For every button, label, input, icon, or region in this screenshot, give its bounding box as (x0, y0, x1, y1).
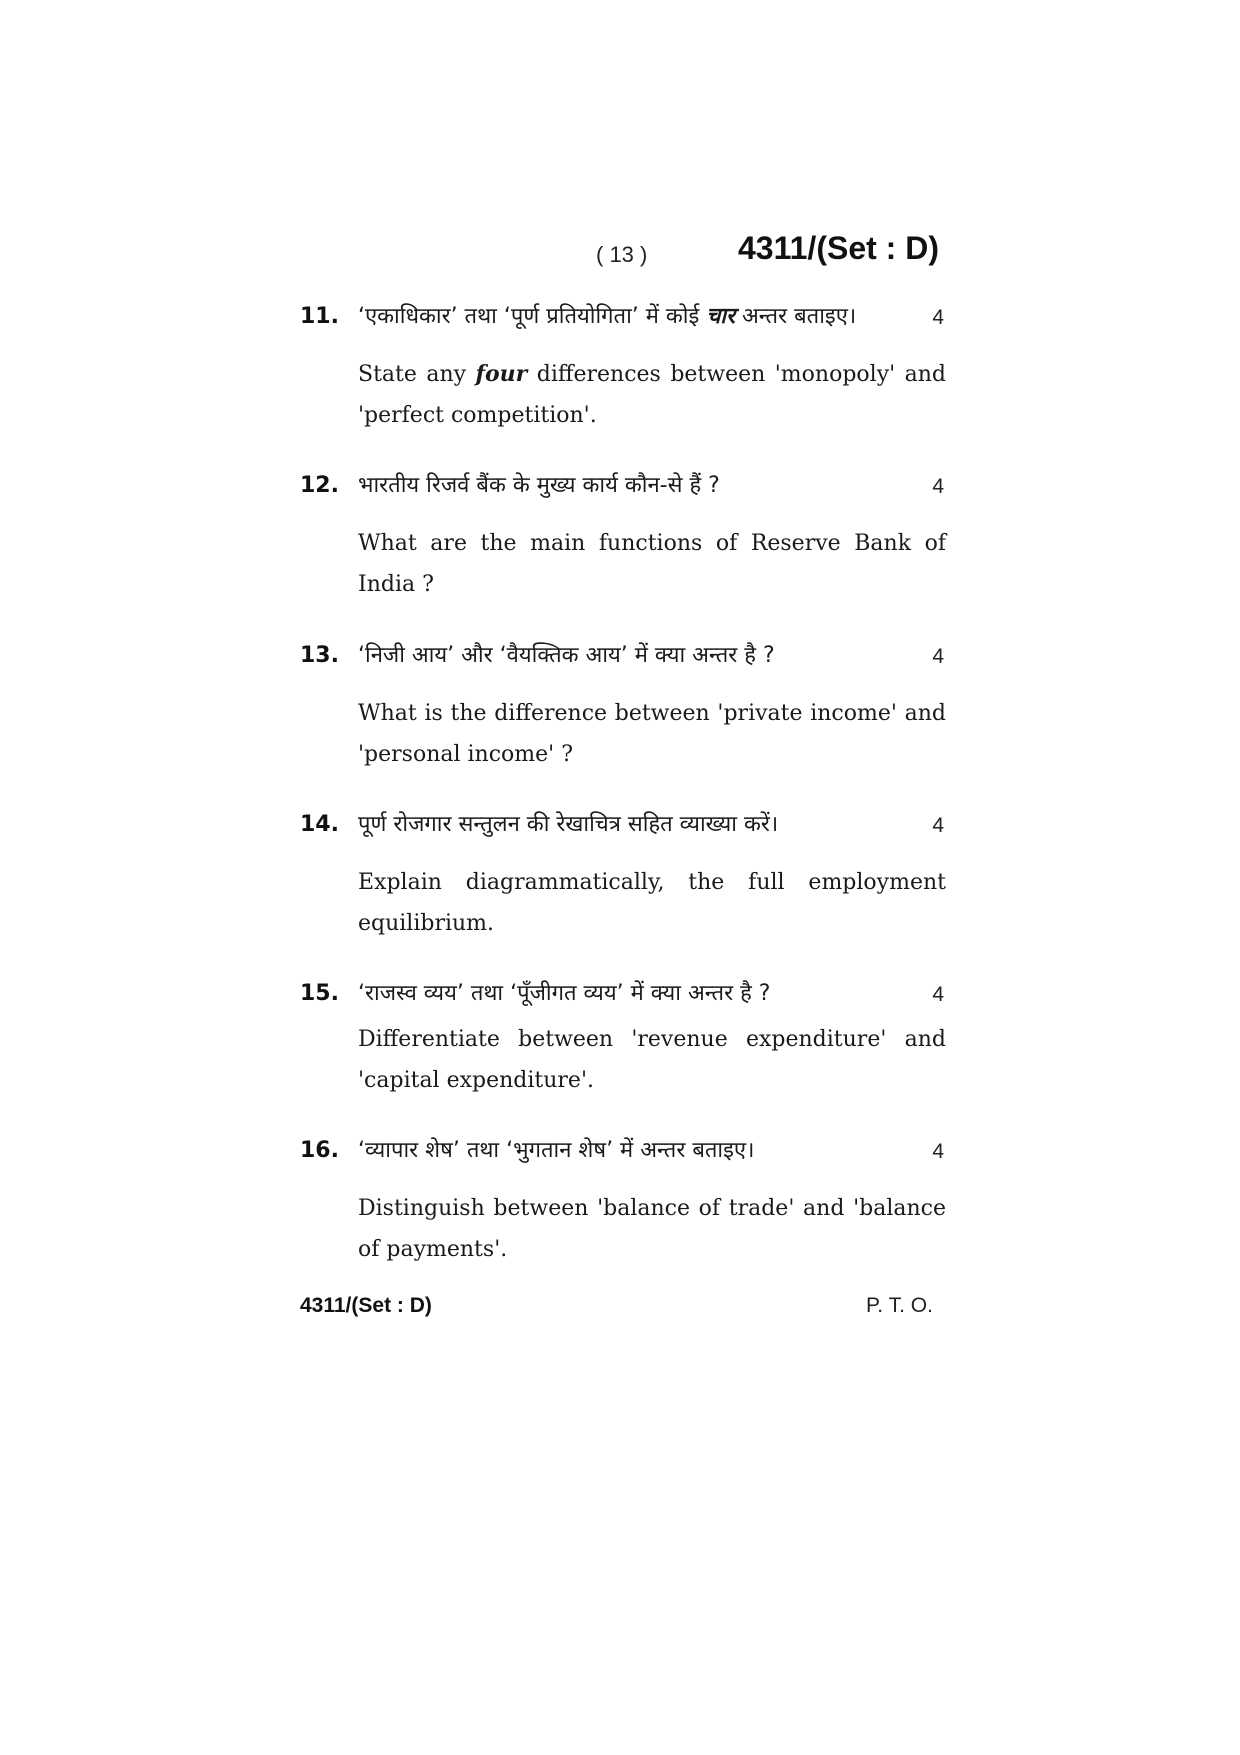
question-text-english: Explain diagrammatically, the full employment equilibrium. (358, 870, 946, 936)
please-turn-over: P. T. O. (866, 1294, 933, 1317)
question-number: 16. (300, 1138, 339, 1163)
emphasis-hindi: चार (706, 304, 735, 329)
question-number: 15. (300, 981, 339, 1006)
question-text-hindi: ‘राजस्व व्यय’ तथा ‘पूँजीगत व्यय’ में क्या अन्तर है ? (358, 981, 771, 1006)
question-number: 11. (300, 304, 339, 329)
question-12 (300, 469, 946, 605)
question-text-english: What is the difference between 'private income' and 'personal income' ? (358, 701, 946, 767)
question-hindi-row (300, 1134, 946, 1174)
question-text-hindi: ‘निजी आय’ और ‘वैयक्तिक आय’ में क्या अन्तर है ? (358, 643, 775, 668)
question-14 (300, 808, 946, 944)
question-text-english: What are the main functions of Reserve Bank of India ? (358, 531, 946, 597)
question-text-hindi: ‘एकाधिकार’ तथा ‘पूर्ण प्रतियोगिता’ में कोई चार अन्तर बताइए। (358, 304, 857, 329)
question-text-hindi: ‘व्यापार शेष’ तथा ‘भुगतान शेष’ में अन्तर बताइए। (358, 1138, 755, 1163)
question-text-english: Differentiate between 'revenue expenditure' and 'capital expenditure'. (358, 1027, 946, 1093)
question-16 (300, 1134, 946, 1270)
question-hindi-row (300, 808, 946, 848)
page-number: ( 13 ) (596, 242, 648, 267)
question-text-hindi: पूर्ण रोजगार सन्तुलन की रेखाचित्र सहित व्याख्या करें। (358, 812, 779, 837)
question-marks: 4 (932, 1140, 944, 1163)
question-hindi-row (300, 300, 946, 340)
question-hindi-row (300, 977, 946, 1017)
paper-code-footer: 4311/(Set : D) (300, 1294, 432, 1317)
question-text-english: Distinguish between 'balance of trade' and 'balance of payments'. (358, 1196, 946, 1262)
question-number: 14. (300, 812, 339, 837)
question-number: 13. (300, 643, 339, 668)
question-13 (300, 639, 946, 775)
emphasis-english: four (475, 361, 528, 387)
paper-code-header: 4311/(Set : D) (738, 230, 939, 266)
question-marks: 4 (932, 645, 944, 668)
question-marks: 4 (932, 814, 944, 837)
question-text-hindi: भारतीय रिजर्व बैंक के मुख्य कार्य कौन-से हैं ? (358, 473, 720, 498)
question-marks: 4 (932, 983, 944, 1006)
question-11 (300, 300, 946, 436)
question-marks: 4 (932, 306, 944, 329)
question-text-english: State any four differences between 'monopoly' and 'perfect competition'. (358, 361, 947, 428)
question-hindi-row (300, 639, 946, 679)
question-marks: 4 (932, 475, 944, 498)
question-hindi-row (300, 469, 946, 509)
question-number: 12. (300, 473, 339, 498)
question-15 (300, 977, 946, 1101)
